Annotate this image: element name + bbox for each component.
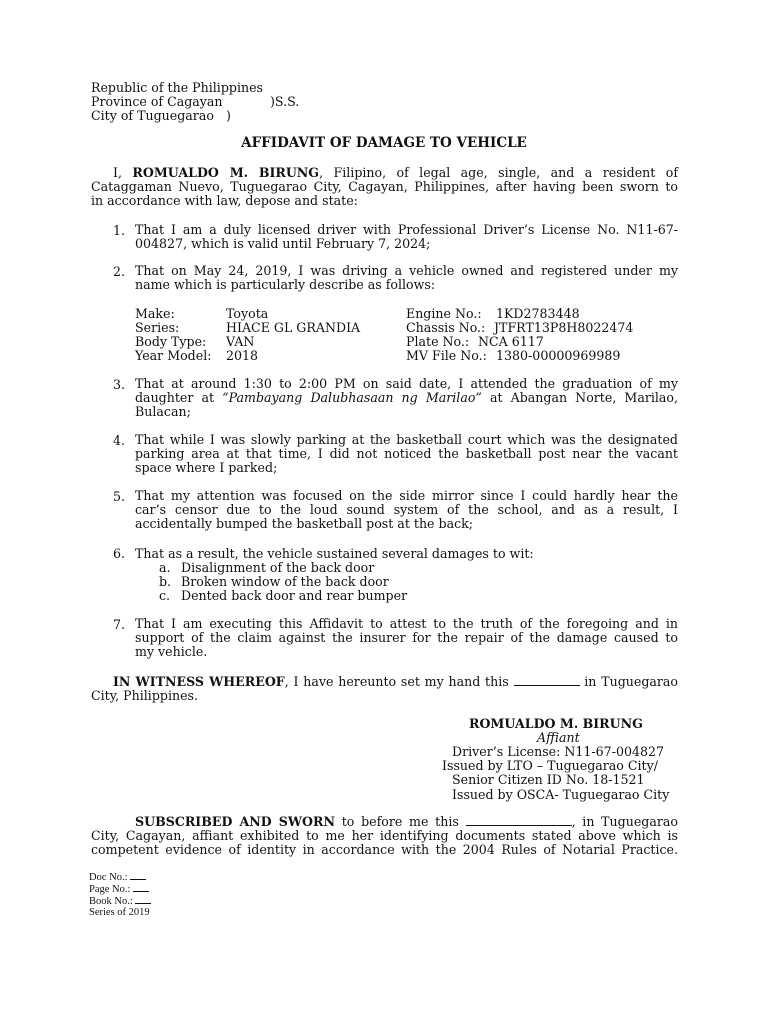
school-name: “Pambayang Dalubhasaan ng Marilao” bbox=[222, 390, 482, 405]
damage-c-letter: c. bbox=[159, 588, 171, 603]
book-no-line: Book No.: bbox=[89, 895, 151, 907]
damage-a-text: Disalignment of the back door bbox=[181, 560, 375, 575]
item-4-text: That while I was slowly parking at the basketball court which was the designated parking area at that time, I did not noticed the basketball post near the vacant space where I parked; bbox=[135, 432, 678, 475]
jurat-blank-line bbox=[466, 815, 572, 826]
chassis-value: JTFRT13P8H8022474 bbox=[494, 320, 634, 335]
year-model-label: Year Model: bbox=[135, 348, 212, 363]
item-1-number: 1. bbox=[113, 223, 126, 238]
header-city-paren: ) bbox=[226, 108, 231, 123]
item-6-text: That as a result, the vehicle sustained several damages to wit: bbox=[135, 546, 534, 561]
series-line: Series of 2019 bbox=[89, 907, 150, 918]
item-5-text: That my attention was focused on the side mirror since I could hardly hear the car’s censor due to the loud sound system of the school, and as a result, I accidentally bumped the basketball post at the back; bbox=[135, 488, 678, 531]
intro-line-2: Cataggaman Nuevo, Tuguegarao City, Cagayan, Philippines, after having been sworn to bbox=[91, 179, 678, 194]
year-model-value: 2018 bbox=[226, 348, 259, 363]
jurat-heading: SUBSCRIBED AND SWORN bbox=[135, 814, 335, 829]
drivers-license-line: Driver’s License: N11-67-004827 bbox=[452, 744, 665, 759]
item-3-number: 3. bbox=[113, 377, 126, 392]
signatory-role: Affiant bbox=[537, 730, 580, 745]
item-3-text: That at around 1:30 to 2:00 PM on said date, I attended the graduation of my daughter at “Pambayang Dalubhasaan ng Marilao” at Abangan Norte, Marilao, Bulacan; bbox=[135, 376, 678, 419]
header-ss: )S.S. bbox=[270, 94, 300, 109]
header-city: City of Tuguegarao bbox=[91, 108, 214, 123]
date-blank-line bbox=[514, 675, 580, 686]
make-label: Make: bbox=[135, 306, 175, 321]
item-7-number: 7. bbox=[113, 617, 126, 632]
document-title: AFFIDAVIT OF DAMAGE TO VEHICLE bbox=[241, 135, 527, 151]
body-type-label: Body Type: bbox=[135, 334, 207, 349]
plate-value: NCA 6117 bbox=[478, 334, 544, 349]
signatory-name: ROMUALDO M. BIRUNG bbox=[469, 716, 643, 731]
engine-label: Engine No.: bbox=[406, 306, 482, 321]
chassis-label: Chassis No.: bbox=[406, 320, 486, 335]
body-type-value: VAN bbox=[226, 334, 255, 349]
doc-no-line: Doc No.: bbox=[89, 871, 146, 883]
issued-by-lto-line: Issued by LTO – Tuguegarao City/ bbox=[442, 758, 658, 773]
mv-file-value: 1380-00000969989 bbox=[496, 348, 621, 363]
intro-line-3: in accordance with law, depose and state: bbox=[91, 193, 358, 208]
make-value: Toyota bbox=[226, 306, 269, 321]
header-province: Province of Cagayan bbox=[91, 94, 223, 109]
engine-value: 1KD2783448 bbox=[496, 306, 580, 321]
item-4-number: 4. bbox=[113, 433, 126, 448]
jurat-paragraph: SUBSCRIBED AND SWORN to before me this , in Tuguegarao City, Cagayan, affiant exhibited to me her identifying documents stated above which is competent evidence of identity in accordance with the 2004 Rules of Notarial Practice. bbox=[91, 814, 678, 857]
item-5-number: 5. bbox=[113, 489, 126, 504]
affiant-name: ROMUALDO M. BIRUNG bbox=[132, 165, 320, 180]
intro-line-1: I, ROMUALDO M. BIRUNG, Filipino, of legal age, single, and a resident of bbox=[113, 165, 678, 180]
damage-a-letter: a. bbox=[159, 560, 171, 575]
header-republic: Republic of the Philippines bbox=[91, 80, 264, 95]
mv-file-label: MV File No.: bbox=[406, 348, 487, 363]
plate-label: Plate No.: bbox=[406, 334, 470, 349]
item-2-text: That on May 24, 2019, I was driving a vehicle owned and registered under my name which is particularly describe as follows: bbox=[135, 263, 678, 292]
series-value: HIACE GL GRANDIA bbox=[226, 320, 361, 335]
witness-heading: IN WITNESS WHEREOF bbox=[113, 674, 285, 689]
damage-c-text: Dented back door and rear bumper bbox=[181, 588, 408, 603]
item-1-text: That I am a duly licensed driver with Professional Driver’s License No. N11-67- 004827, which is valid until February 7, 2024; bbox=[135, 222, 678, 251]
intro-paragraph bbox=[91, 166, 678, 208]
page-no-line: Page No.: bbox=[89, 883, 149, 895]
damage-b-letter: b. bbox=[159, 574, 172, 589]
witness-paragraph: IN WITNESS WHEREOF, I have hereunto set my hand this in Tuguegarao City, Philippines. bbox=[91, 674, 679, 703]
item-2-number: 2. bbox=[113, 264, 126, 279]
damage-b-text: Broken window of the back door bbox=[181, 574, 389, 589]
series-label: Series: bbox=[135, 320, 180, 335]
item-7-text: That I am executing this Affidavit to attest to the truth of the foregoing and in support of the claim against the insurer for the repair of the damage caused to my vehicle. bbox=[135, 616, 678, 659]
senior-citizen-id-line: Senior Citizen ID No. 18-1521 bbox=[452, 772, 645, 787]
item-6-number: 6. bbox=[113, 546, 126, 561]
issued-by-osca-line: Issued by OSCA- Tuguegarao City bbox=[452, 787, 670, 802]
